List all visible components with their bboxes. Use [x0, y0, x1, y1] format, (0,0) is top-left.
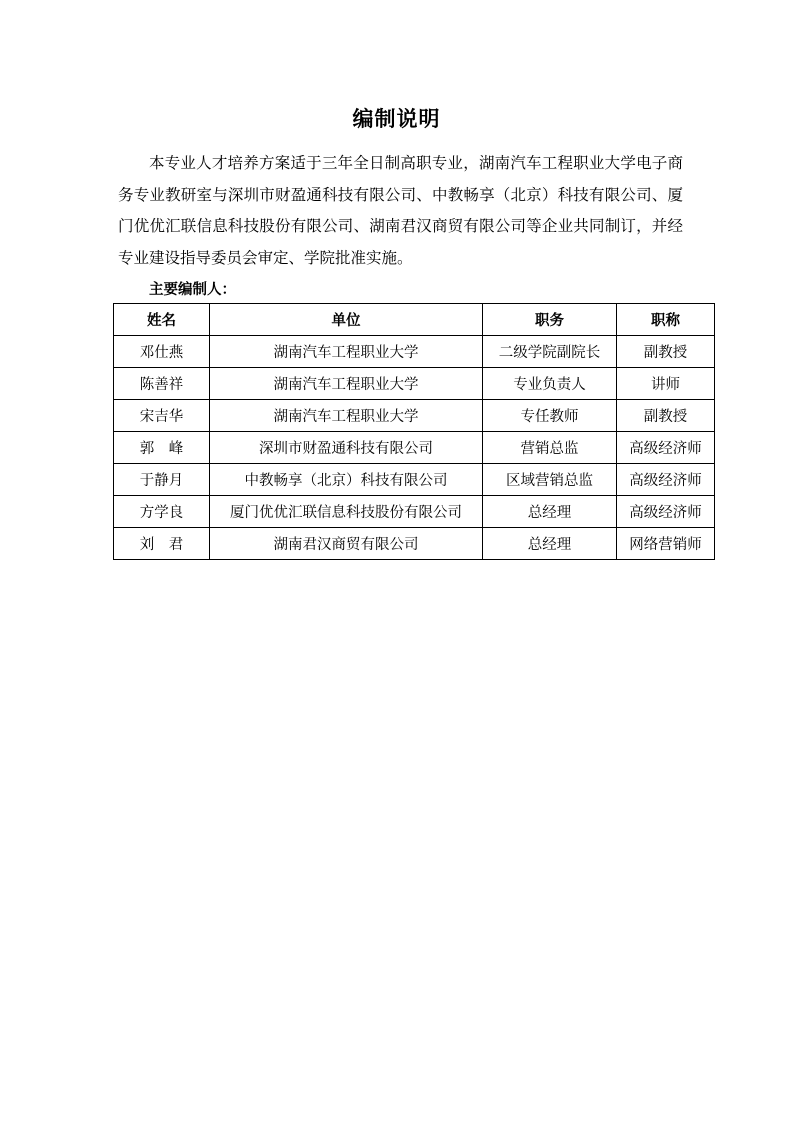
intro-paragraph: 本专业人才培养方案适于三年全日制高职专业，湖南汽车工程职业大学电子商务专业教研室与深圳市财盈通科技有限公司、中教畅享（北京）科技有限公司、厦门优优汇联信息科技股份有限公司、湖南君汉商贸有限公司等企业共同制订，并经专业建设指导委员会审定、学院批准实施。: [118, 154, 683, 267]
compilers-heading: 主要编制人：: [149, 282, 236, 298]
table-header-row: [114, 304, 715, 336]
cell-unit: 深圳市财盈通科技有限公司: [210, 432, 483, 464]
cell-unit: 湖南君汉商贸有限公司: [210, 528, 483, 560]
cell-name: 陈善祥: [114, 368, 210, 400]
cell-professional-title: 高级经济师: [617, 432, 715, 464]
header-professional-title: 职称: [617, 304, 715, 336]
compilers-table: [113, 303, 715, 560]
cell-name: 宋吉华: [114, 400, 210, 432]
cell-unit: 厦门优优汇联信息科技股份有限公司: [210, 496, 483, 528]
table-row: [114, 400, 715, 432]
page-title: 编制说明: [352, 107, 441, 131]
table-row: [114, 464, 715, 496]
cell-position: 二级学院副院长: [483, 336, 617, 368]
cell-professional-title: 网络营销师: [617, 528, 715, 560]
header-name: 姓名: [114, 304, 210, 336]
table-row: [114, 496, 715, 528]
table-row: [114, 432, 715, 464]
table-row: [114, 336, 715, 368]
cell-position: 专业负责人: [483, 368, 617, 400]
cell-name: 郭 峰: [114, 432, 210, 464]
cell-unit: 湖南汽车工程职业大学: [210, 368, 483, 400]
cell-unit: 中教畅享（北京）科技有限公司: [210, 464, 483, 496]
cell-position: 总经理: [483, 496, 617, 528]
cell-professional-title: 讲师: [617, 368, 715, 400]
cell-position: 专任教师: [483, 400, 617, 432]
cell-position: 区域营销总监: [483, 464, 617, 496]
header-position: 职务: [483, 304, 617, 336]
cell-name: 刘 君: [114, 528, 210, 560]
cell-name: 方学良: [114, 496, 210, 528]
cell-unit: 湖南汽车工程职业大学: [210, 336, 483, 368]
cell-position: 总经理: [483, 528, 617, 560]
cell-name: 于静月: [114, 464, 210, 496]
cell-unit: 湖南汽车工程职业大学: [210, 400, 483, 432]
cell-position: 营销总监: [483, 432, 617, 464]
cell-professional-title: 副教授: [617, 336, 715, 368]
table-row: [114, 368, 715, 400]
cell-professional-title: 高级经济师: [617, 496, 715, 528]
cell-professional-title: 副教授: [617, 400, 715, 432]
cell-professional-title: 高级经济师: [617, 464, 715, 496]
table-row: [114, 528, 715, 560]
header-unit: 单位: [210, 304, 483, 336]
cell-name: 邓仕燕: [114, 336, 210, 368]
